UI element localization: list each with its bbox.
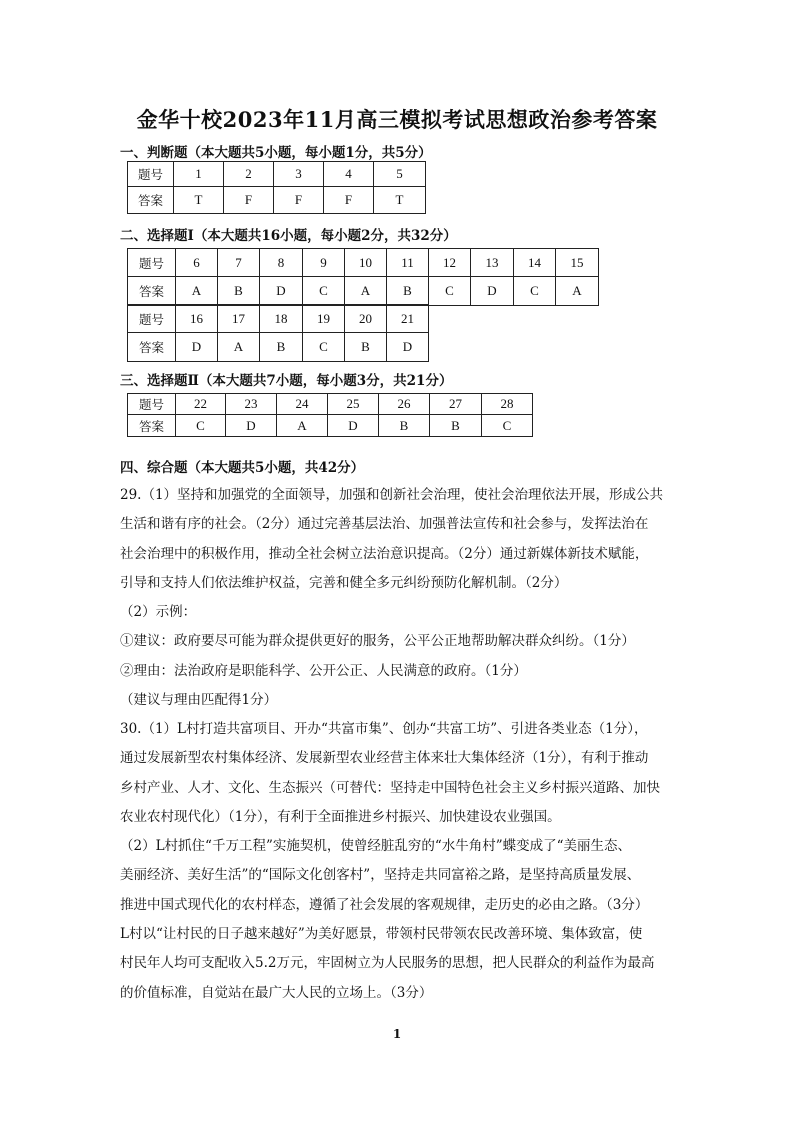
answer-line: 乡村产业、人才、文化、生态振兴（可替代：坚持走中国特色社会主义乡村振兴道路、加快	[120, 779, 660, 796]
row-label-answer: 答案	[128, 187, 174, 214]
question-number: 28	[482, 394, 533, 415]
answer-cell: F	[324, 187, 374, 214]
question-number: 11	[387, 249, 429, 277]
answer-cell: B	[345, 333, 387, 362]
table-row	[128, 187, 426, 214]
table-row	[128, 249, 599, 277]
question-number: 5	[374, 162, 426, 187]
question-number: 10	[345, 249, 387, 277]
answer-cell: C	[176, 415, 226, 437]
question-number: 13	[471, 249, 514, 277]
question-number: 12	[429, 249, 471, 277]
question-number: 8	[260, 249, 303, 277]
question-number: 7	[218, 249, 260, 277]
answer-line: 生活和谐有序的社会。（2分）通过完善基层法治、加强普法宣传和社会参与，发挥法治在	[120, 516, 649, 533]
section3-table	[127, 393, 533, 437]
question-number: 27	[430, 394, 482, 415]
answer-cell: C	[482, 415, 533, 437]
answer-line: （建议与理由匹配得1分）	[120, 692, 278, 709]
question-29-answer	[120, 481, 676, 715]
question-number: 17	[218, 305, 260, 333]
table-row	[128, 162, 426, 187]
answer-cell: D	[471, 277, 514, 306]
question-number: 4	[324, 162, 374, 187]
answer-cell: A	[345, 277, 387, 306]
answer-cell: B	[218, 277, 260, 306]
answer-line: 引导和支持人们依法维护权益，完善和健全多元纠纷预防化解机制。（2分）	[120, 574, 568, 591]
question-30-answer	[120, 715, 676, 1008]
answer-cell: D	[260, 277, 303, 306]
answer-line: 社会治理中的积极作用，推动全社会树立法治意识提高。（2分）通过新媒体新技术赋能，	[120, 545, 649, 562]
question-number: 3	[274, 162, 324, 187]
answer-line: （2）示例：	[120, 604, 197, 621]
answer-cell: A	[556, 277, 599, 306]
row-label-question: 题号	[128, 162, 174, 187]
answer-cell: B	[379, 415, 430, 437]
answer-cell: T	[374, 187, 426, 214]
answer-line: 30.（1）L村打造共富项目、开办“共富市集”、创办“共富工坊”、引进各类业态（1分），	[120, 721, 648, 737]
question-number: 6	[176, 249, 218, 277]
row-label-question: 题号	[128, 249, 176, 277]
answer-cell: D	[226, 415, 277, 437]
section1-heading: 一、判断题（本大题共5小题，每小题1分，共5分）	[120, 145, 432, 161]
answer-cell: D	[176, 333, 218, 362]
answer-line: 推进中国式现代化的农村样态，遵循了社会发展的客观规律，走历史的必由之路。（3分）	[120, 896, 649, 913]
question-number: 22	[176, 394, 226, 415]
answer-line: 的价值标准，自觉站在最广大人民的立场上。（3分）	[120, 984, 433, 1001]
answer-cell: F	[274, 187, 324, 214]
question-number: 1	[174, 162, 224, 187]
question-number: 2	[224, 162, 274, 187]
row-label-question: 题号	[128, 305, 176, 333]
question-number: 16	[176, 305, 218, 333]
row-label-answer: 答案	[128, 333, 176, 362]
row-label-answer: 答案	[128, 415, 176, 437]
answer-line: ②理由：法治政府是职能科学、公开公正、人民满意的政府。（1分）	[120, 662, 527, 679]
answer-cell: D	[328, 415, 379, 437]
answer-cell: A	[218, 333, 260, 362]
answer-cell: B	[260, 333, 303, 362]
answer-line: 29.（1）坚持和加强党的全面领导，加强和创新社会治理，使社会治理依法开展，形成公共	[120, 487, 664, 503]
table-row	[128, 394, 533, 415]
answer-line: 农业农村现代化）（1分），有利于全面推进乡村振兴、加快建设农业强国。	[120, 808, 561, 825]
answer-cell: C	[514, 277, 556, 306]
answer-cell: B	[430, 415, 482, 437]
section4-heading: 四、综合题（本大题共5小题，共42分）	[120, 460, 365, 476]
answer-cell: C	[429, 277, 471, 306]
section3-heading: 三、选择题Ⅱ（本大题共7小题，每小题3分，共21分）	[120, 373, 453, 389]
answer-cell: C	[303, 333, 345, 362]
question-number: 21	[387, 305, 429, 333]
section2-heading: 二、选择题Ⅰ（本大题共16小题，每小题2分，共32分）	[120, 228, 457, 244]
question-number: 15	[556, 249, 599, 277]
question-number: 24	[277, 394, 328, 415]
section1-table	[127, 161, 426, 214]
question-number: 26	[379, 394, 430, 415]
answer-cell: B	[387, 277, 429, 306]
table-row	[128, 415, 533, 437]
question-number: 14	[514, 249, 556, 277]
section2-table	[127, 248, 599, 306]
page-title: 金华十校2023年11月高三模拟考试思想政治参考答案	[136, 107, 658, 132]
answer-cell: F	[224, 187, 274, 214]
answer-line: 美丽经济、美好生活”的“国际文化创客村”，坚持走共同富裕之路，是坚持高质量发展、	[120, 867, 641, 884]
table-row	[128, 333, 429, 362]
row-label-answer: 答案	[128, 277, 176, 306]
answer-cell: A	[176, 277, 218, 306]
answer-cell: D	[387, 333, 429, 362]
answer-cell: A	[277, 415, 328, 437]
answer-line: 通过发展新型农村集体经济、发展新型农业经营主体来壮大集体经济（1分），有利于推动	[120, 750, 649, 767]
question-number: 19	[303, 305, 345, 333]
answer-line: ①建议：政府要尽可能为群众提供更好的服务，公平公正地帮助解决群众纠纷。（1分）	[120, 633, 635, 650]
answer-line: L村以“让村民的日子越来越好”为美好愿景，带领村民带领农民改善环境、集体致富，使	[120, 926, 643, 943]
page-number: 1	[392, 1027, 402, 1041]
question-number: 18	[260, 305, 303, 333]
section2-table-continued	[127, 304, 429, 362]
row-label-question: 题号	[128, 394, 176, 415]
answer-line: （2）L村抓住“千万工程”实施契机，使曾经脏乱穷的“水牛角村”蝶变成了“美丽生态、	[120, 838, 632, 855]
answer-cell: T	[174, 187, 224, 214]
question-number: 9	[303, 249, 345, 277]
question-number: 23	[226, 394, 277, 415]
question-number: 20	[345, 305, 387, 333]
table-row	[128, 305, 429, 333]
answer-cell: C	[303, 277, 345, 306]
table-row	[128, 277, 599, 306]
answer-line: 村民年人均可支配收入5.2万元，牢固树立为人民服务的思想，把人民群众的利益作为最高	[120, 955, 655, 972]
question-number: 25	[328, 394, 379, 415]
